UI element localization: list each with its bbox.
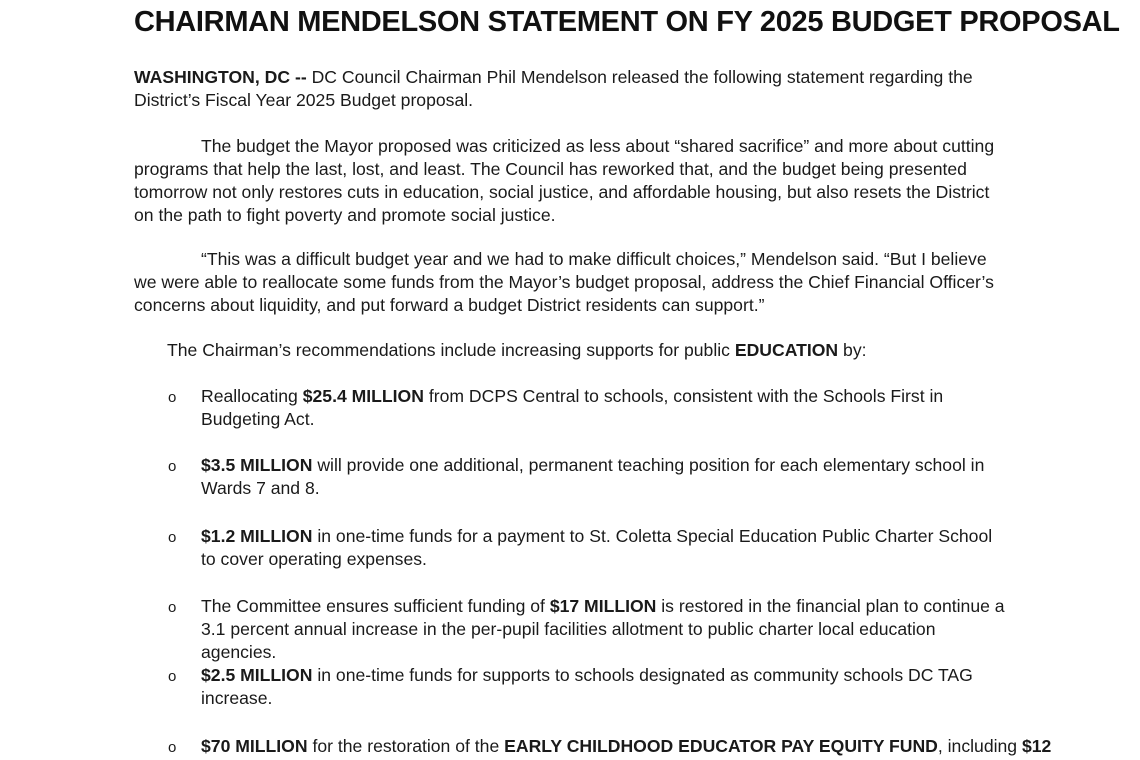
list-item-post: will provide one additional, permanent teaching position for each elementary school in Wards 7 and 8.	[201, 455, 985, 498]
list-item-text	[201, 595, 1011, 664]
list-item-text	[201, 454, 1011, 500]
list-item-amount: $70 MILLION	[201, 736, 308, 756]
intro-text: DC Council Chairman Phil Mendelson released the following statement regarding the District’s Fiscal Year 2025 Budget proposal.	[134, 67, 973, 110]
list-item-post: from DCPS Central to schools, consistent with the Schools First in Budgeting Act.	[201, 386, 944, 429]
intro-paragraph	[134, 66, 1004, 112]
recommendations-post: by:	[838, 340, 867, 360]
list-item-pre: Reallocating	[201, 386, 303, 406]
recommendations-bold: EDUCATION	[734, 340, 839, 360]
dateline: WASHINGTON, DC --	[134, 67, 307, 87]
list-item-post: is restored in the financial plan to continue a 3.1 percent annual increase in the per-pupil facilities allotment to public charter local education agencies.	[201, 596, 1005, 662]
list-item-amount: $2.5 MILLION	[201, 665, 313, 685]
bullet-marker-icon: o	[168, 599, 177, 616]
list-item-text	[201, 664, 1011, 710]
list-item-text	[201, 525, 1011, 571]
bullet-marker-icon: o	[168, 529, 177, 546]
list-item-text	[201, 385, 1011, 431]
list-item-post: , including	[937, 736, 1022, 756]
list-item-amount-2: $12	[1021, 736, 1052, 756]
list-item-post: in one-time funds for a payment to St. Coletta Special Education Public Charter School to cover operating expenses.	[201, 526, 993, 569]
list-item-amount: $17 MILLION	[549, 596, 657, 616]
list-item-text	[201, 735, 1052, 758]
list-item-amount: $1.2 MILLION	[201, 526, 313, 546]
recommendations-intro	[167, 339, 1007, 362]
list-item-pre: The Committee ensures sufficient funding of	[201, 596, 550, 616]
body-paragraph-2	[134, 248, 1004, 317]
fund-name: EARLY CHILDHOOD EDUCATOR PAY EQUITY FUND	[504, 736, 938, 756]
bullet-marker-icon: o	[168, 739, 177, 756]
list-item-post: in one-time funds for supports to schools designated as community schools DC TAG increase.	[201, 665, 973, 708]
recommendations-pre: The Chairman’s recommendations include increasing supports for public	[167, 340, 735, 360]
bullet-marker-icon: o	[168, 389, 177, 406]
bullet-marker-icon: o	[168, 668, 177, 685]
list-item-amount: $3.5 MILLION	[201, 455, 313, 475]
list-item-amount: $25.4 MILLION	[302, 386, 424, 406]
bullet-marker-icon: o	[168, 458, 177, 475]
body-paragraph-1	[134, 135, 1004, 227]
list-item-mid: for the restoration of the	[307, 736, 505, 756]
page-title: CHAIRMAN MENDELSON STATEMENT ON FY 2025 BUDGET PROPOSAL	[134, 6, 1120, 38]
paragraph-2-text: “This was a difficult budget year and we had to make difficult choices,” Mendelson said. “But I believe we were able to reallocate some funds from the Mayor’s budget proposal, address the Chief Financial Officer’s concerns about liquidity, and put forward a budget District residents can support.”	[134, 249, 994, 315]
paragraph-1-text: The budget the Mayor proposed was criticized as less about “shared sacrifice” and more about cutting programs that help the last, lost, and least. The Council has reworked that, and the budget being presented tomorrow not only restores cuts in education, social justice, and affordable housing, but also resets the District on the path to fight poverty and promote social justice.	[134, 136, 995, 225]
